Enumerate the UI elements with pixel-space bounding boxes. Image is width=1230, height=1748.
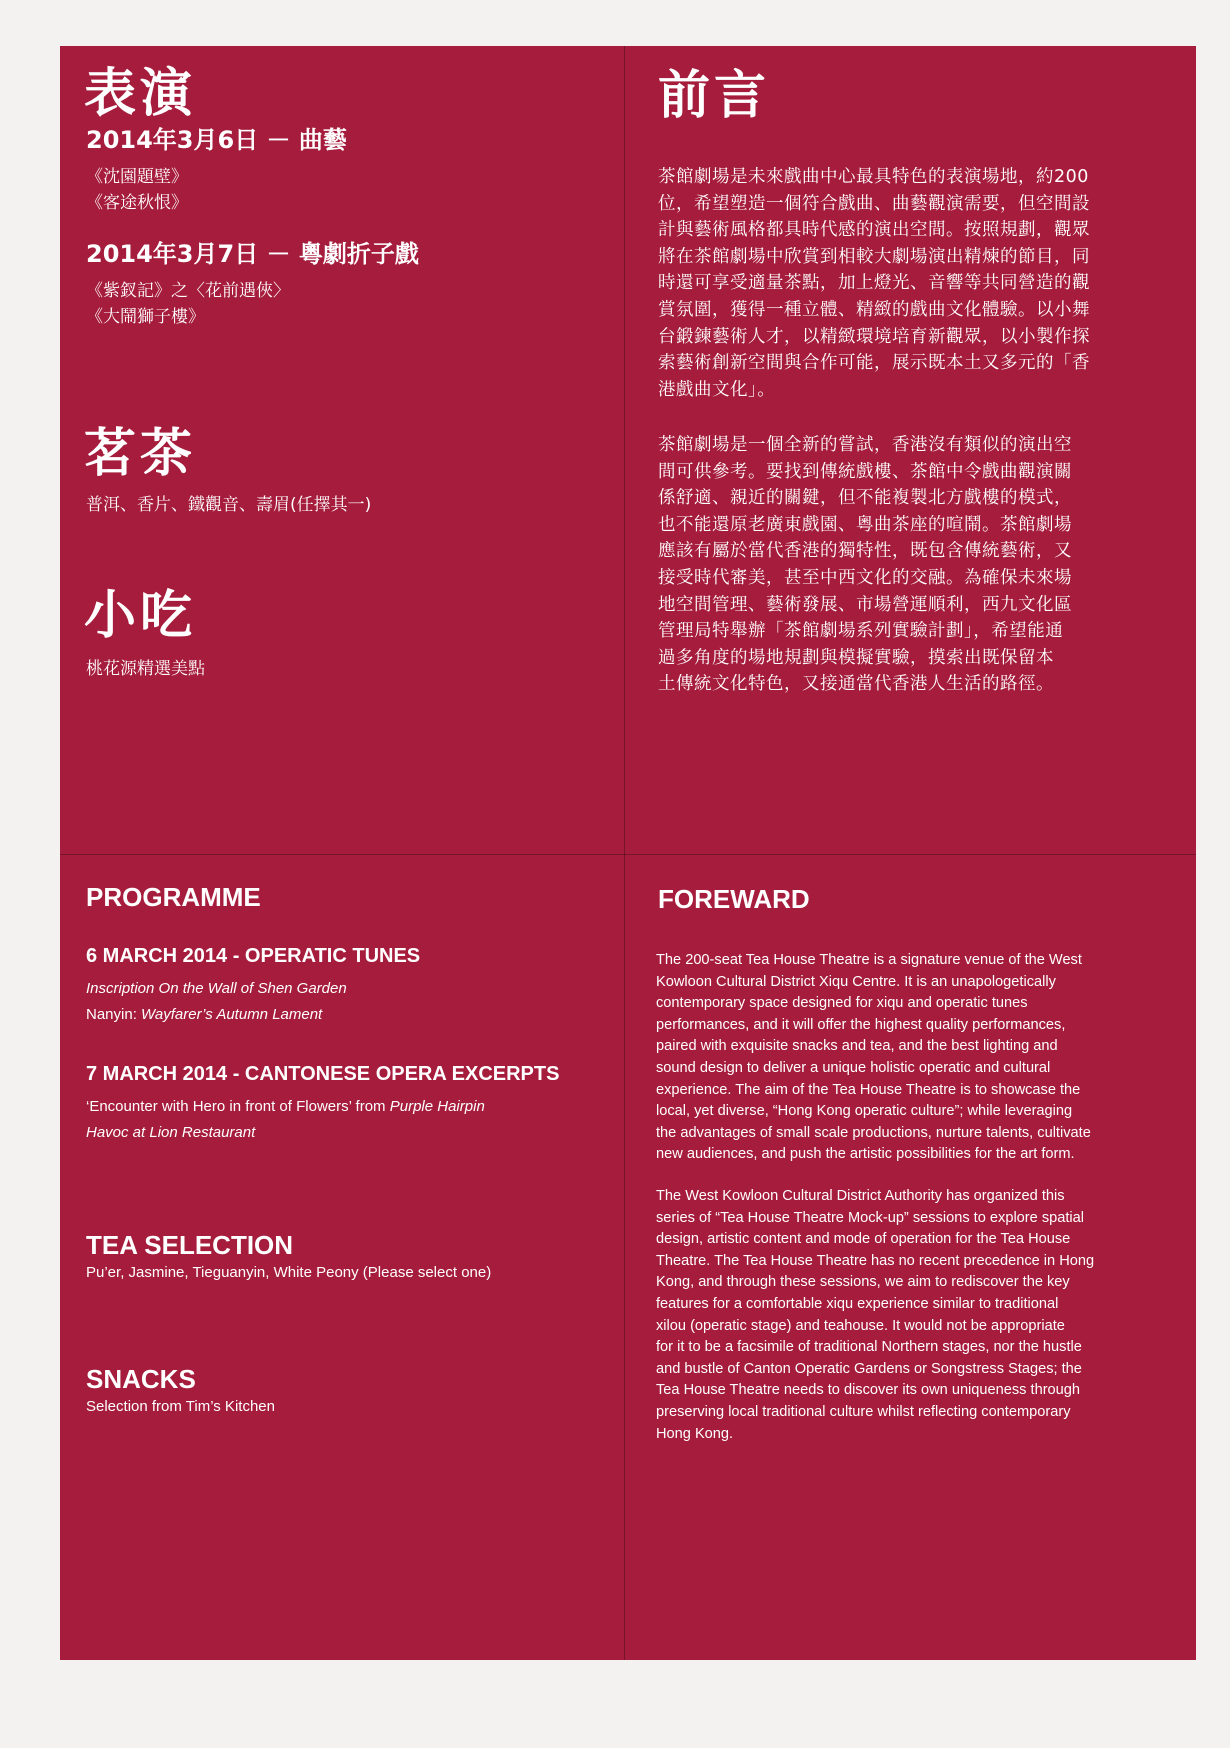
zh-para2-line: 管理局特舉辦「茶館劇場系列實驗計劃」，希望能通 bbox=[658, 621, 1064, 642]
zh-day2-heading: 2014年3月7日 － 粵劇折子戲 bbox=[86, 240, 419, 268]
en-para2-line: Theatre. The Tea House Theatre has no recent precedence in Hong bbox=[656, 1252, 1095, 1269]
zh-para1-line: 將在茶館劇場中欣賞到相較大劇場演出精煉的節目，同 bbox=[658, 246, 1090, 267]
zh-para1-line: 港戲曲文化」。 bbox=[658, 379, 776, 400]
en-para2-line: series of “Tea House Theatre Mock-up” sessions to explore spatial bbox=[656, 1209, 1085, 1226]
zh-para1-line: 台鍛鍊藝術人才，以精緻環境培育新觀眾，以小製作探 bbox=[658, 326, 1090, 347]
programme-sheet bbox=[60, 46, 1196, 1660]
zh-day2-item: 《紫釵記》之〈花前遇俠〉 bbox=[86, 281, 290, 301]
en-para1-line: local, yet diverse, “Hong Kong operatic culture”; while leveraging bbox=[656, 1103, 1073, 1120]
zh-performance-title: 表演 bbox=[84, 64, 197, 124]
en-para1-line: Kowloon Cultural District Xiqu Centre. It is an unapologetically bbox=[656, 973, 1056, 990]
zh-para2-line: 土傳統文化特色，又接通當代香港人生活的路徑。 bbox=[658, 674, 1054, 695]
zh-day2-item: 《大鬧獅子樓》 bbox=[86, 307, 205, 327]
en-para1-line: The 200-seat Tea House Theatre is a signature venue of the West bbox=[656, 952, 1082, 968]
zh-day1-heading: 2014年3月6日 － 曲藝 bbox=[86, 126, 347, 154]
en-para2-line: design, artistic content and mode of operation for the Tea House bbox=[656, 1231, 1071, 1248]
horizontal-fold-line bbox=[60, 854, 1196, 855]
en-day1-item2-prefix: Nanyin: bbox=[86, 1006, 142, 1023]
zh-para2-line: 係舒適、親近的關鍵，但不能複製北方戲樓的模式， bbox=[658, 488, 1072, 509]
en-day1-item: Inscription On the Wall of Shen Garden bbox=[86, 980, 347, 997]
en-day2-item1-prefix: ‘Encounter with Hero in front of Flowers’ from bbox=[86, 1098, 390, 1115]
zh-snack-text: 桃花源精選美點 bbox=[86, 659, 205, 679]
en-para1-line: experience. The aim of the Tea House Theatre is to showcase the bbox=[656, 1081, 1081, 1098]
zh-day1-item: 《客途秋恨》 bbox=[86, 193, 188, 213]
en-day2-item: Havoc at Lion Restaurant bbox=[86, 1124, 256, 1141]
zh-para1-line: 賞氛圍，獲得一種立體、精緻的戲曲文化體驗。以小舞 bbox=[658, 299, 1090, 320]
en-tea-title: TEA SELECTION bbox=[86, 1230, 294, 1260]
en-para1-line: new audiences, and push the artistic possibilities for the art form. bbox=[656, 1146, 1075, 1163]
en-tea-text: Pu’er, Jasmine, Tieguanyin, White Peony (Please select one) bbox=[86, 1264, 492, 1281]
en-foreword-title: FOREWARD bbox=[658, 884, 810, 914]
en-day2-item1-title: Purple Hairpin bbox=[389, 1098, 485, 1115]
zh-para1-line: 時還可享受適量茶點，加上燈光、音響等共同營造的觀 bbox=[658, 273, 1090, 294]
zh-para1-line: 計與藝術風格都具時代感的演出空間。按照規劃，觀眾 bbox=[658, 220, 1090, 241]
en-para1-line: contemporary space designed for xiqu and operatic tunes bbox=[656, 995, 1028, 1012]
en-para2-line: and bustle of Canton Operatic Gardens or Songstress Stages; the bbox=[656, 1360, 1082, 1377]
en-para1-line: performances, and it will offer the highest quality performances, bbox=[656, 1016, 1066, 1033]
vertical-fold-line bbox=[624, 46, 625, 1660]
en-para2-line: xilou (operatic stage) and teahouse. It would not be appropriate bbox=[656, 1317, 1065, 1334]
en-day2-heading: 7 MARCH 2014 - CANTONESE OPERA EXCERPTS bbox=[86, 1063, 560, 1085]
en-para1-line: the advantages of small scale productions, nurture talents, cultivate bbox=[656, 1124, 1091, 1141]
en-para2-line: Kong, and through these sessions, we aim to rediscover the key bbox=[656, 1274, 1070, 1291]
en-day2-item bbox=[86, 1094, 485, 1120]
zh-day1-item: 《沈園題壁》 bbox=[86, 167, 188, 187]
en-day1-item2-title: Wayfarer’s Autumn Lament bbox=[141, 1006, 323, 1023]
en-para2-line: features for a comfortable xiqu experience similar to traditional bbox=[656, 1295, 1059, 1312]
zh-tea-text: 普洱、香片、鐵觀音、壽眉(任擇其一) bbox=[86, 495, 372, 515]
zh-para1-line: 茶館劇場是未來戲曲中心最具特色的表演場地，約200 bbox=[658, 167, 1089, 187]
en-day1-heading: 6 MARCH 2014 - OPERATIC TUNES bbox=[86, 945, 421, 967]
en-para2-line: The West Kowloon Cultural District Authority has organized this bbox=[656, 1188, 1065, 1204]
zh-para2-line: 應該有屬於當代香港的獨特性，既包含傳統藝術，又 bbox=[658, 541, 1072, 562]
en-day1-item bbox=[86, 1002, 322, 1028]
zh-tea-title: 茗茶 bbox=[84, 424, 197, 484]
en-foreword-paragraph-1 bbox=[656, 950, 1116, 1166]
en-foreword-paragraph-2 bbox=[656, 1186, 1116, 1445]
zh-para2-line: 接受時代審美，甚至中西文化的交融。為確保未來場 bbox=[658, 567, 1072, 588]
zh-foreword-paragraph-2 bbox=[658, 432, 1118, 698]
zh-foreword-title: 前言 bbox=[658, 66, 771, 126]
zh-snack-title: 小吃 bbox=[84, 586, 197, 646]
en-para1-line: paired with exquisite snacks and tea, and the best lighting and bbox=[656, 1038, 1058, 1055]
en-para2-line: preserving local traditional culture whilst reflecting contemporary bbox=[656, 1403, 1071, 1420]
en-para2-line: Hong Kong. bbox=[656, 1425, 734, 1442]
zh-foreword-paragraph-1 bbox=[658, 164, 1118, 403]
en-para2-line: Tea House Theatre needs to discover its own uniqueness through bbox=[656, 1382, 1081, 1399]
en-programme-title: PROGRAMME bbox=[86, 882, 261, 912]
zh-para2-line: 茶館劇場是一個全新的嘗試，香港沒有類似的演出空 bbox=[658, 435, 1072, 455]
zh-para2-line: 間可供參考。要找到傳統戲樓、茶館中令戲曲觀演關 bbox=[658, 461, 1072, 482]
en-snack-title: SNACKS bbox=[86, 1364, 196, 1394]
zh-para2-line: 也不能還原老廣東戲園、粵曲茶座的喧鬧。茶館劇場 bbox=[658, 514, 1072, 535]
zh-para1-line: 位，希望塑造一個符合戲曲、曲藝觀演需要，但空間設 bbox=[658, 193, 1090, 214]
en-snack-text: Selection from Tim’s Kitchen bbox=[86, 1398, 275, 1415]
en-para1-line: sound design to deliver a unique holistic operatic and cultural bbox=[656, 1059, 1051, 1076]
zh-para1-line: 索藝術創新空間與合作可能，展示既本土又多元的「香 bbox=[658, 353, 1090, 374]
en-para2-line: for it to be a facsimile of traditional Northern stages, nor the hustle bbox=[656, 1339, 1082, 1356]
zh-para2-line: 過多角度的場地規劃與模擬實驗，摸索出既保留本 bbox=[658, 647, 1054, 668]
zh-para2-line: 地空間管理、藝術發展、市場營運順利，西九文化區 bbox=[658, 594, 1072, 615]
